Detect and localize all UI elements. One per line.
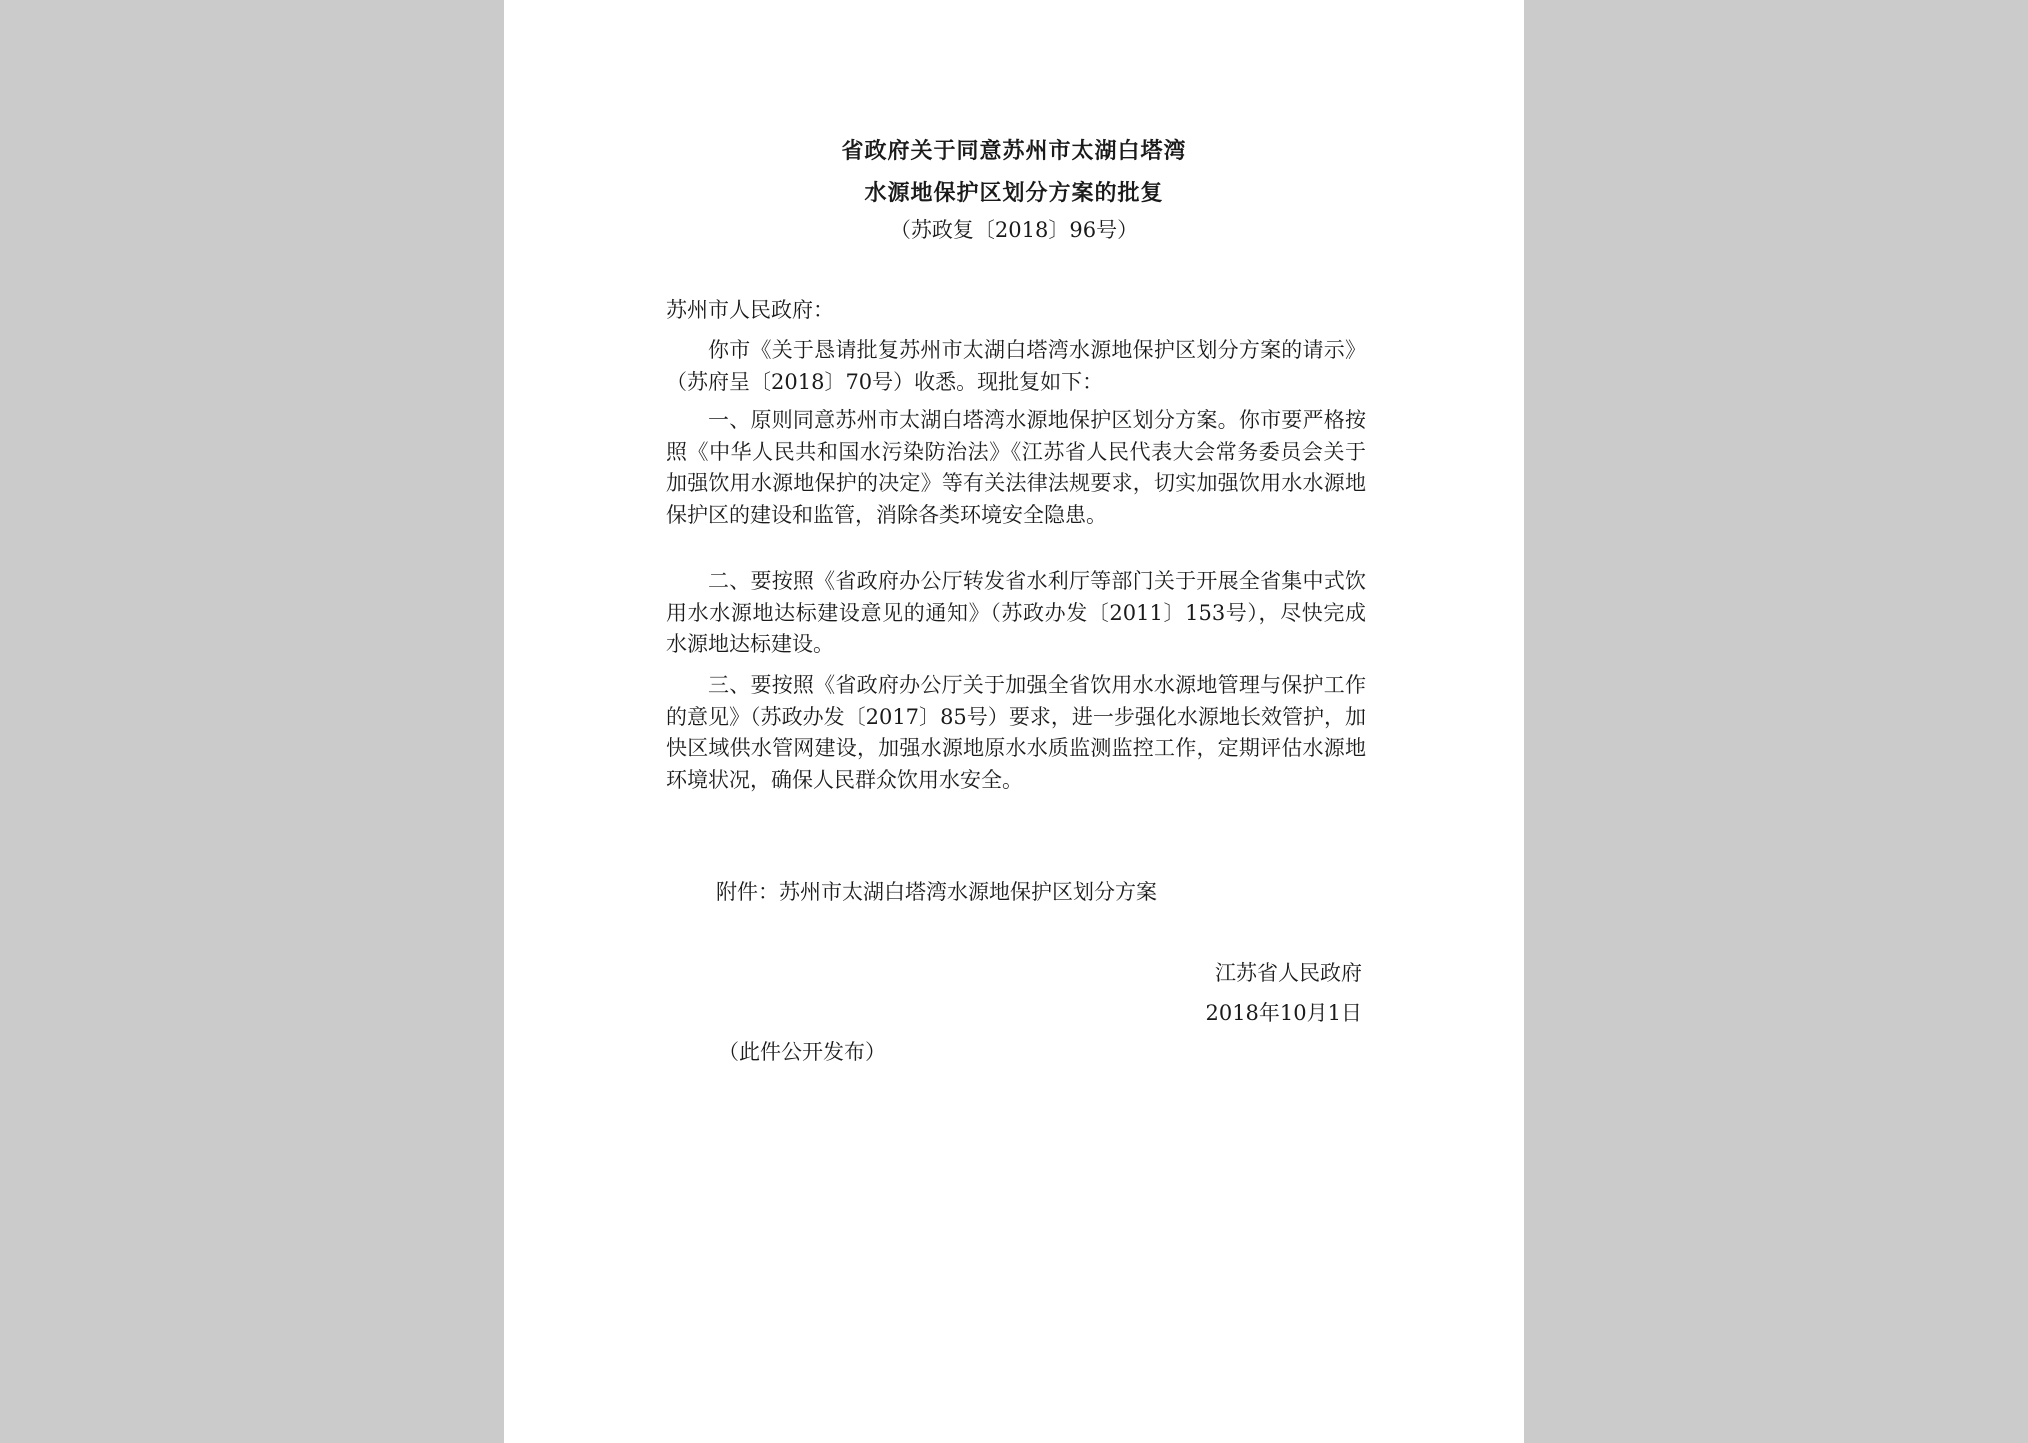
paragraph-intro: 你市《关于恳请批复苏州市太湖白塔湾水源地保护区划分方案的请示》（苏府呈〔2018〕70号）收悉。现批复如下：: [666, 338, 1366, 394]
publish-note: （此件公开发布）: [718, 1040, 886, 1064]
attachment-note: 附件：苏州市太湖白塔湾水源地保护区划分方案: [716, 880, 1157, 904]
document-title-line1: 省政府关于同意苏州市太湖白塔湾: [841, 138, 1187, 164]
signature-date: 2018年10月1日: [1205, 1001, 1362, 1025]
document-title-line2: 水源地保护区划分方案的批复: [864, 180, 1164, 206]
addressee: 苏州市人民政府：: [666, 298, 834, 322]
paragraph-item-1: 一、原则同意苏州市太湖白塔湾水源地保护区划分方案。你市要严格按照《中华人民共和国水污染防治法》《江苏省人民代表大会常务委员会关于加强饮用水源地保护的决定》等有关法律法规要求，切实加强饮用水水源地保护区的建设和监管，消除各类环境安全隐患。: [666, 408, 1366, 527]
paragraph-item-3: 三、要按照《省政府办公厅关于加强全省饮用水水源地管理与保护工作的意见》（苏政办发〔2017〕85号）要求，进一步强化水源地长效管护，加快区域供水管网建设，加强水源地原水水质监测监控工作，定期评估水源地环境状况，确保人民群众饮用水安全。: [666, 673, 1366, 792]
paragraph-item-2: 二、要按照《省政府办公厅转发省水利厅等部门关于开展全省集中式饮用水水源地达标建设意见的通知》（苏政办发〔2011〕153号），尽快完成水源地达标建设。: [666, 569, 1366, 656]
document-number: （苏政复〔2018〕96号）: [889, 218, 1139, 242]
signature-organization: 江苏省人民政府: [1215, 961, 1362, 985]
document-page: [504, 0, 1524, 1443]
